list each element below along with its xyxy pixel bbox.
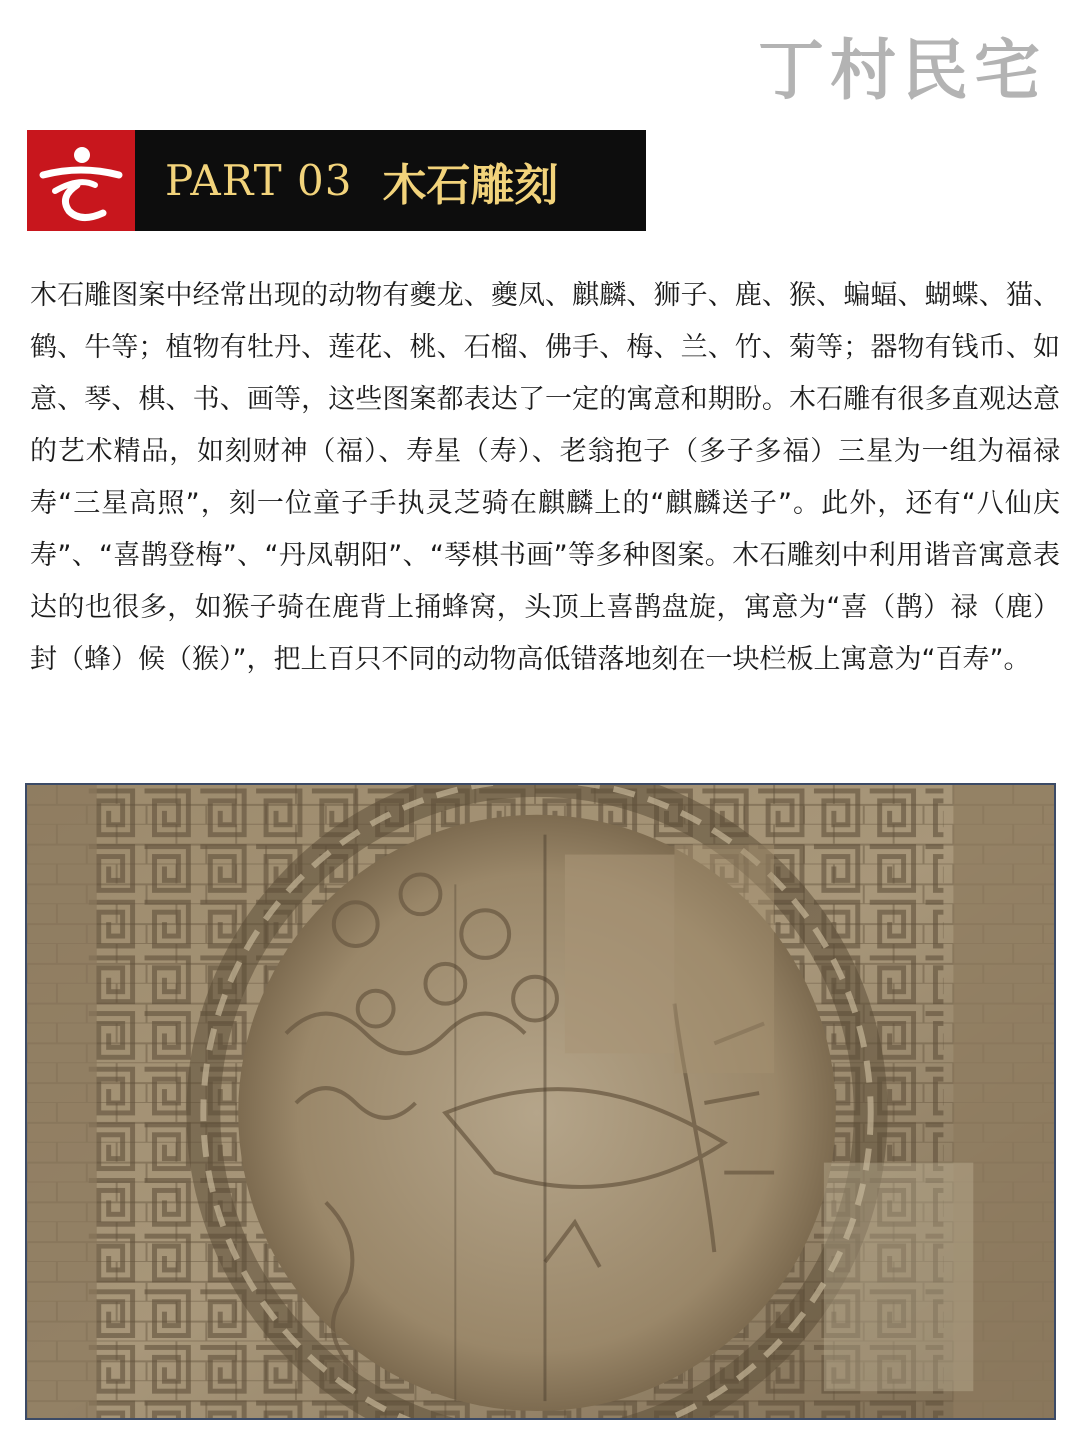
section-banner [27,130,646,231]
seal-glyph-icon [33,135,129,227]
carved-brick-relief-photo [25,783,1056,1420]
red-seal-logo-icon [27,130,135,231]
section-title: 木石雕刻 [382,159,559,211]
relief-illustration [27,785,1054,1418]
part-label: PART 03 [165,156,353,205]
brand-title: 丁村民宅 [758,32,1046,109]
article-paragraph: 木石雕图案中经常出现的动物有夔龙、夔凤、麒麟、狮子、鹿、猴、蝙蝠、蝴蝶、猫、鹤、牛等；植物有牡丹、莲花、桃、石榴、佛手、梅、兰、竹、菊等；器物有钱币、如意、琴、棋、书、画等，这些图案都表达了一定的寓意和期盼。木石雕有很多直观达意的艺术精品，如刻财神（福）、寿星（寿）、老翁抱子（多子多福）三星为一组为福禄寿“三星高照”，刻一位童子手执灵芝骑在麒麟上的“麒麟送子”。此外，还有“八仙庆寿”、“喜鹊登梅”、“丹凤朝阳”、“琴棋书画”等多种图案。木石雕刻中利用谐音寓意表达的也很多，如猴子骑在鹿背上捅蜂窝，头顶上喜鹊盘旋，寓意为“喜（鹊）禄（鹿）封（蜂）候（猴）”，把上百只不同的动物高低错落地刻在一块栏板上寓意为“百寿”。 [30,280,1060,675]
